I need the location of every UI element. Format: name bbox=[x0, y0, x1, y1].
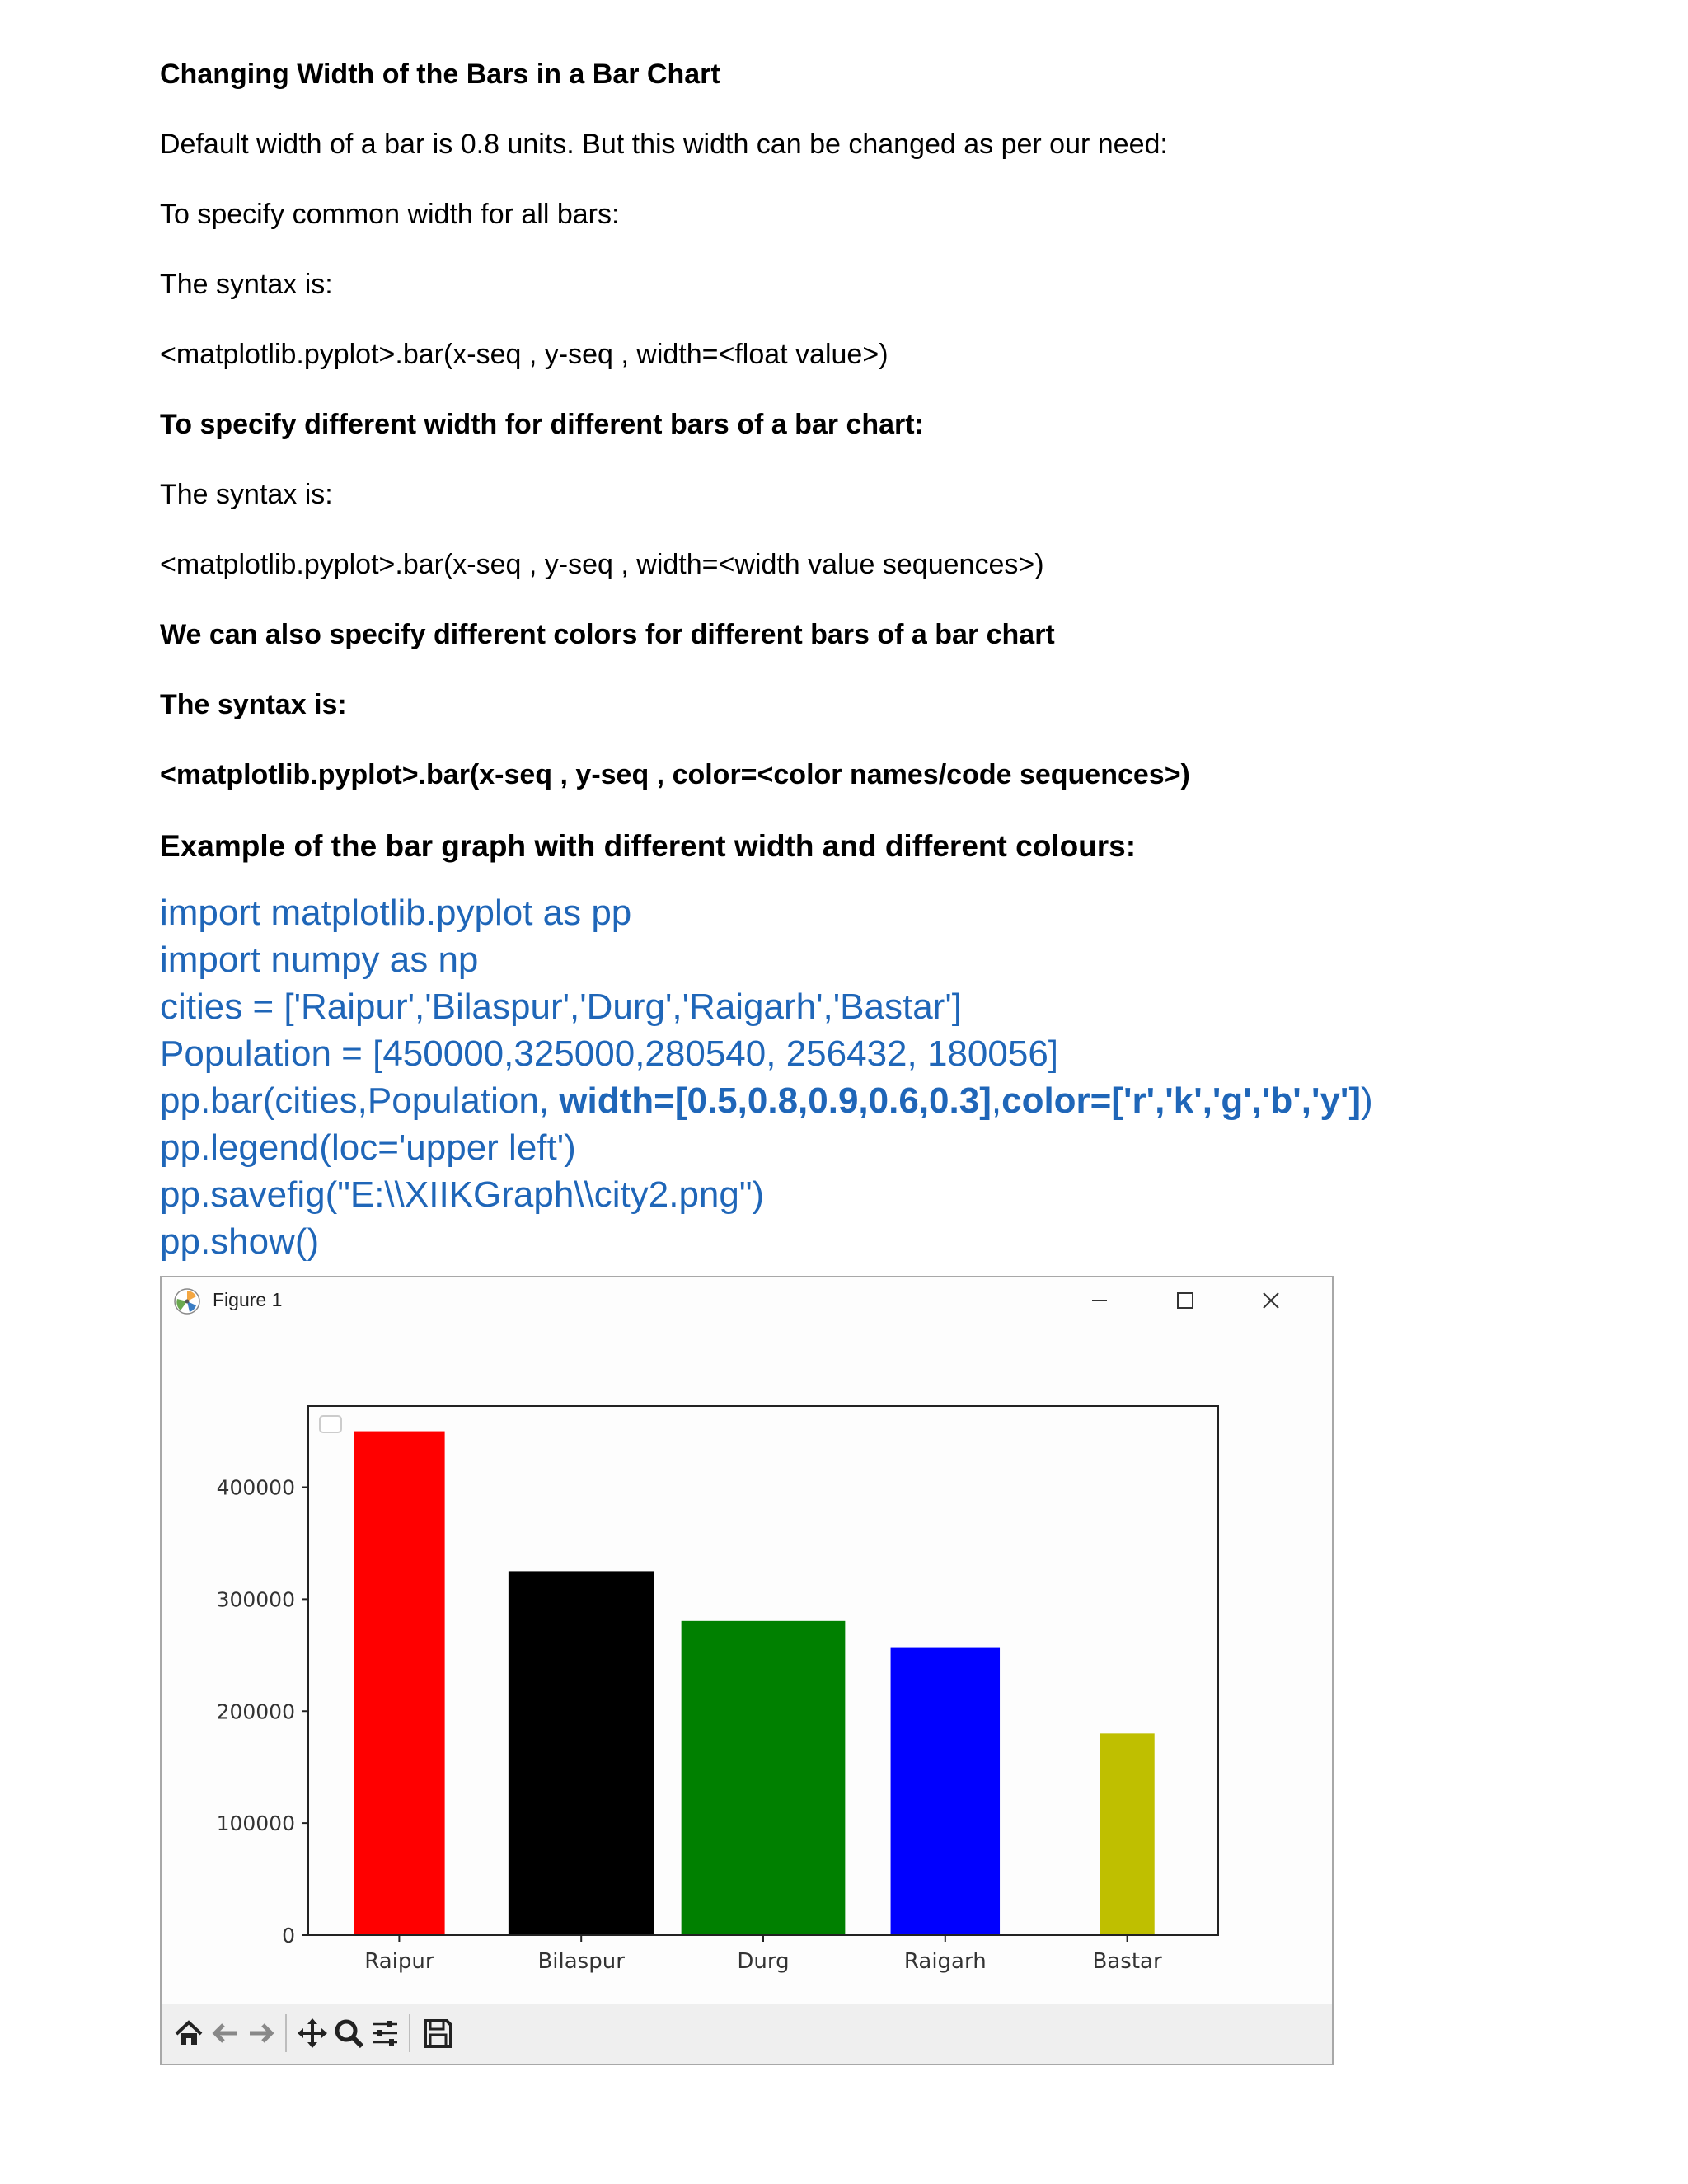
maximize-icon bbox=[1175, 1291, 1195, 1310]
window-title: Figure 1 bbox=[213, 1289, 283, 1310]
code-fragment-bold: width=[0.5,0.8,0.9,0.6,0.3] bbox=[559, 1080, 992, 1121]
y-tick-label: 400000 bbox=[216, 1475, 295, 1500]
toolbar-separator bbox=[285, 2014, 287, 2052]
paragraph: To specify common width for all bars: bbox=[160, 199, 620, 230]
code-line: import matplotlib.pyplot as pp bbox=[160, 893, 632, 933]
code-line: Population = [450000,325000,280540, 256432, 180056] bbox=[160, 1033, 1059, 1074]
close-icon bbox=[1261, 1291, 1281, 1310]
minimize-icon bbox=[1090, 1291, 1109, 1310]
bar-raipur bbox=[354, 1432, 444, 1935]
syntax-line: <matplotlib.pyplot>.bar(x-seq , y-seq , width=<width value sequences>) bbox=[160, 549, 1044, 580]
x-tick-label: Raigarh bbox=[903, 1949, 987, 1974]
x-tick-label: Raipur bbox=[364, 1949, 434, 1974]
code-line: import numpy as np bbox=[160, 940, 479, 980]
configure-subplots-icon bbox=[368, 2017, 401, 2050]
code-fragment: pp.bar(cities,Population, bbox=[160, 1080, 560, 1121]
legend-box bbox=[320, 1416, 341, 1432]
back-icon bbox=[209, 2018, 241, 2049]
code-line: pp.show() bbox=[160, 1221, 320, 1262]
bar-chart bbox=[162, 1327, 1332, 1986]
syntax-line: <matplotlib.pyplot>.bar(x-seq , y-seq , color=<color names/code sequences>) bbox=[160, 759, 1190, 790]
document-body bbox=[160, 58, 1561, 1265]
title-bar[interactable] bbox=[162, 1277, 1332, 1324]
toolbar-separator bbox=[409, 2014, 410, 2052]
code-block bbox=[160, 889, 1561, 1265]
plot-area[interactable] bbox=[162, 1327, 1332, 1986]
subheading: We can also specify different colors for different bars of a bar chart bbox=[160, 619, 1055, 650]
syntax-line: <matplotlib.pyplot>.bar(x-seq , y-seq , width=<float value>) bbox=[160, 339, 889, 370]
save-icon bbox=[421, 2017, 454, 2050]
code-line bbox=[160, 1077, 1561, 1124]
y-tick-label: 100000 bbox=[216, 1811, 295, 1836]
section-heading: Changing Width of the Bars in a Bar Chart bbox=[160, 59, 720, 90]
y-tick-label: 300000 bbox=[216, 1587, 295, 1612]
paragraph: Default width of a bar is 0.8 units. But this width can be changed as per our need: bbox=[160, 129, 1168, 160]
pan-icon bbox=[296, 2017, 329, 2050]
bar-bilaspur bbox=[509, 1571, 654, 1935]
subheading: To specify different width for different bars of a bar chart: bbox=[160, 409, 924, 440]
bar-raigarh bbox=[891, 1648, 1000, 1935]
configure-subplots-button[interactable] bbox=[368, 2016, 402, 2050]
paragraph: The syntax is: bbox=[160, 269, 333, 300]
back-button[interactable] bbox=[208, 2016, 242, 2050]
code-line: pp.savefig("E:\\XIIKGraph\\city2.png") bbox=[160, 1174, 765, 1215]
code-fragment: ) bbox=[1361, 1080, 1373, 1121]
x-tick-label: Bastar bbox=[1092, 1949, 1162, 1974]
maximize-button[interactable] bbox=[1160, 1284, 1210, 1317]
minimize-button[interactable] bbox=[1075, 1284, 1124, 1317]
paragraph: The syntax is: bbox=[160, 689, 347, 720]
code-fragment-bold: color=['r','k','g','b','y'] bbox=[1001, 1080, 1362, 1121]
paragraph: The syntax is: bbox=[160, 479, 333, 510]
x-tick-label: Durg bbox=[737, 1949, 790, 1974]
zoom-icon bbox=[332, 2017, 365, 2050]
zoom-button[interactable] bbox=[331, 2016, 366, 2050]
y-tick-label: 200000 bbox=[216, 1699, 295, 1724]
close-button[interactable] bbox=[1246, 1284, 1296, 1317]
home-button[interactable] bbox=[171, 2016, 206, 2050]
navigation-toolbar bbox=[162, 2004, 1332, 2064]
example-heading: Example of the bar graph with different width and different colours: bbox=[160, 829, 1137, 863]
home-icon bbox=[173, 2018, 204, 2049]
figure-window bbox=[160, 1276, 1334, 2065]
bar-durg bbox=[682, 1621, 846, 1935]
forward-button[interactable] bbox=[244, 2016, 279, 2050]
pan-button[interactable] bbox=[295, 2016, 330, 2050]
save-button[interactable] bbox=[420, 2016, 455, 2050]
code-line: cities = ['Raipur','Bilaspur','Durg','Raigarh','Bastar'] bbox=[160, 987, 962, 1027]
matplotlib-icon bbox=[173, 1287, 201, 1315]
y-tick-label: 0 bbox=[282, 1924, 295, 1947]
code-fragment: , bbox=[991, 1080, 1002, 1121]
bar-bastar bbox=[1100, 1733, 1154, 1935]
forward-icon bbox=[246, 2018, 277, 2049]
x-tick-label: Bilaspur bbox=[537, 1949, 625, 1974]
code-line: pp.legend(loc='upper left') bbox=[160, 1127, 576, 1168]
